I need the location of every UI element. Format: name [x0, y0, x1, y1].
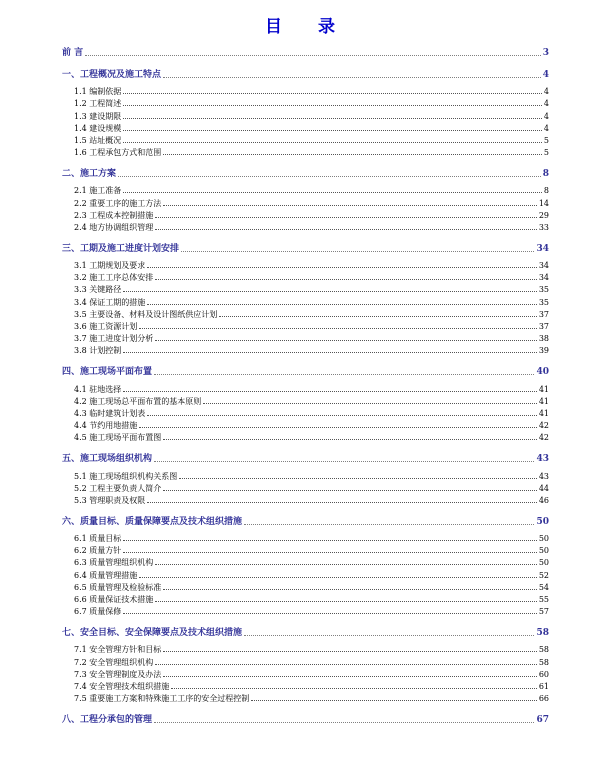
toc-section-entry[interactable]	[62, 270, 549, 282]
toc-chapter-entry[interactable]	[62, 40, 549, 58]
toc-page-number: 41	[538, 384, 549, 394]
toc-leader-dots	[123, 105, 542, 106]
toc-section-entry[interactable]	[62, 133, 549, 145]
title-char-2: 录	[318, 17, 335, 37]
toc-leader-dots	[123, 552, 537, 553]
toc-leader-dots	[123, 352, 537, 353]
toc-page-number: 43	[536, 454, 549, 465]
toc-page-number: 50	[536, 516, 549, 527]
toc-entry-label: 6.5 质量管理及检验标准	[74, 582, 162, 592]
toc-entry-label: 4.2 施工现场总平面布置的基本原则	[74, 396, 202, 406]
toc-section-entry[interactable]	[62, 195, 549, 207]
toc-section-entry[interactable]	[62, 108, 549, 120]
toc-leader-dots	[155, 217, 537, 218]
toc-leader-dots	[123, 118, 542, 119]
toc-leader-dots	[123, 192, 542, 193]
toc-entry-label: 3.2 施工工序总体安排	[74, 273, 154, 283]
toc-page-number: 37	[538, 309, 549, 319]
toc-entry-label: 七、安全目标、安全保障要点及技术组织措施	[62, 628, 243, 639]
toc-section-entry[interactable]	[62, 96, 549, 108]
toc-entry-label: 7.2 安全管理组织机构	[74, 657, 154, 667]
toc-section-entry[interactable]	[62, 654, 549, 666]
toc-page-number: 34	[538, 273, 549, 283]
toc-entry-label: 五、施工现场组织机构	[62, 454, 153, 465]
toc-leader-dots	[163, 490, 537, 491]
toc-page-number: 54	[538, 582, 549, 592]
toc-page-number: 41	[538, 408, 549, 418]
toc-page-number: 4	[543, 87, 549, 97]
toc-section-entry[interactable]	[62, 580, 549, 592]
toc-leader-dots	[163, 676, 537, 677]
toc-page-number: 33	[538, 222, 549, 232]
toc-entry-label: 2.3 工程成本控制措施	[74, 210, 154, 220]
toc-leader-dots	[155, 664, 537, 665]
toc-section-entry[interactable]	[62, 220, 549, 232]
toc-section-entry[interactable]	[62, 667, 549, 679]
toc-section-entry[interactable]	[62, 555, 549, 567]
toc-page-number: 29	[538, 210, 549, 220]
toc-leader-dots	[123, 291, 537, 292]
toc-entry-label: 4.5 施工现场平面布置图	[74, 433, 162, 443]
toc-entry-label: 1.2 工程简述	[74, 99, 122, 109]
toc-section-entry[interactable]	[62, 679, 549, 691]
toc-entry-label: 3.5 主要设备、材料及设计图纸供应计划	[74, 309, 218, 319]
toc-section-entry[interactable]	[62, 319, 549, 331]
toc-page-number: 38	[538, 334, 549, 344]
toc-leader-dots	[155, 279, 537, 280]
toc-page-number: 40	[536, 367, 549, 378]
toc-leader-dots	[163, 77, 541, 78]
toc-section-entry[interactable]	[62, 481, 549, 493]
toc-entry-label: 前 言	[62, 48, 84, 58]
toc-leader-dots	[155, 340, 537, 341]
toc-leader-dots	[123, 613, 537, 614]
toc-entry-label: 八、工程分承包的管理	[62, 715, 153, 726]
toc-page-number: 50	[538, 534, 549, 544]
toc-entry-label: 3.7 施工进度计划分析	[74, 334, 154, 344]
toc-chapter-entry[interactable]	[62, 446, 549, 464]
toc-entry-label: 4.3 临时建筑计划表	[74, 408, 146, 418]
toc-entry-label: 3.6 施工资源计划	[74, 322, 138, 331]
toc-entry-label: 7.3 安全管理制度及办法	[74, 669, 162, 679]
toc-section-entry[interactable]	[62, 691, 549, 703]
toc-section-entry[interactable]	[62, 343, 549, 355]
toc-page-number: 8	[542, 169, 549, 180]
toc-page-number: 58	[536, 628, 549, 639]
toc-entry-label: 三、工期及施工进度计划安排	[62, 243, 180, 254]
toc-leader-dots	[147, 415, 537, 416]
toc-section-entry[interactable]	[62, 493, 549, 505]
toc-page-number: 58	[538, 645, 549, 655]
toc-page-number: 4	[543, 111, 549, 121]
toc-chapter-entry[interactable]	[62, 359, 549, 377]
toc-page-number: 46	[538, 495, 549, 505]
toc-section-entry[interactable]	[62, 258, 549, 270]
toc-page-number: 42	[538, 421, 549, 431]
toc-entry-label: 3.3 关键路径	[74, 285, 122, 295]
toc-page-number: 34	[536, 243, 549, 254]
toc-leader-dots	[123, 391, 537, 392]
toc-page-number: 52	[538, 570, 549, 580]
toc-section-entry[interactable]	[62, 543, 549, 555]
toc-entry-label: 5.1 施工现场组织机构关系图	[74, 471, 178, 481]
toc-section-entry[interactable]	[62, 531, 549, 543]
toc-entry-label: 1.3 建设期限	[74, 111, 122, 121]
toc-leader-dots	[123, 130, 542, 131]
toc-leader-dots	[155, 564, 537, 565]
toc-section-entry[interactable]	[62, 282, 549, 294]
toc-page-number: 4	[543, 99, 549, 109]
toc-section-entry[interactable]	[62, 84, 549, 96]
toc-leader-dots	[123, 540, 537, 541]
toc-chapter-entry[interactable]	[62, 62, 549, 80]
toc-section-entry[interactable]	[62, 183, 549, 195]
toc-section-entry[interactable]	[62, 592, 549, 604]
toc-entry-label: 7.1 安全管理方针和目标	[74, 645, 162, 655]
toc-leader-dots	[123, 142, 542, 143]
toc-leader-dots	[179, 478, 537, 479]
toc-leader-dots	[147, 502, 537, 503]
toc-chapter-entry[interactable]	[62, 161, 549, 179]
toc-entry-label: 1.6 工程承包方式和范围	[74, 148, 162, 158]
toc-entry-label: 5.2 工程主要负责人简介	[74, 483, 162, 493]
toc-entry-label: 二、施工方案	[62, 169, 117, 180]
page-title	[0, 12, 600, 37]
toc-chapter-entry[interactable]	[62, 236, 549, 254]
toc-section-entry[interactable]	[62, 121, 549, 133]
toc-entry-label: 四、施工现场平面布置	[62, 367, 153, 378]
toc-leader-dots	[163, 589, 537, 590]
toc-leader-dots	[244, 635, 534, 636]
toc-entry-label: 6.7 质量保修	[74, 607, 122, 617]
toc-entry-label: 5.3 管理职责及权限	[74, 495, 146, 505]
table-of-contents	[62, 40, 549, 729]
toc-leader-dots	[171, 688, 537, 689]
toc-page-number: 44	[538, 483, 549, 493]
toc-page-number: 39	[538, 346, 549, 356]
toc-page-number: 3	[542, 48, 549, 58]
toc-leader-dots	[163, 439, 537, 440]
toc-page-number: 14	[538, 198, 549, 208]
toc-chapter-entry[interactable]	[62, 509, 549, 527]
toc-entry-label: 6.2 质量方针	[74, 546, 122, 556]
toc-entry-label: 6.4 质量管理措施	[74, 570, 138, 580]
toc-leader-dots	[163, 651, 537, 652]
toc-entry-label: 6.3 质量管理组织机构	[74, 558, 154, 568]
toc-page-number: 55	[538, 595, 549, 604]
toc-entry-label: 4.1 驻地选择	[74, 384, 122, 394]
toc-section-entry[interactable]	[62, 430, 549, 442]
toc-leader-dots	[139, 328, 537, 329]
toc-page-number: 67	[536, 715, 549, 726]
toc-leader-dots	[155, 601, 537, 602]
toc-leader-dots	[139, 427, 537, 428]
toc-page-number: 58	[538, 657, 549, 667]
toc-leader-dots	[219, 316, 537, 317]
toc-entry-label: 3.4 保证工期的措施	[74, 297, 146, 307]
title-char-1: 目	[265, 17, 282, 37]
toc-entry-label: 4.4 节约用地措施	[74, 421, 138, 431]
toc-entry-label: 六、质量目标、质量保障要点及技术组织措施	[62, 516, 243, 527]
toc-page-number: 4	[543, 123, 549, 133]
toc-page-number: 60	[538, 669, 549, 679]
toc-page-number: 41	[538, 396, 549, 406]
toc-entry-label: 一、工程概况及施工特点	[62, 70, 162, 80]
toc-page-number: 8	[543, 186, 549, 196]
toc-entry-label: 2.4 地方协调组织管理	[74, 222, 154, 232]
toc-leader-dots	[203, 403, 537, 404]
toc-page-number: 5	[543, 135, 549, 145]
toc-page-number: 4	[542, 70, 549, 80]
toc-page-number: 50	[538, 546, 549, 556]
toc-section-entry[interactable]	[62, 604, 549, 616]
toc-page-number: 66	[538, 694, 549, 704]
toc-leader-dots	[163, 154, 542, 155]
toc-entry-label: 1.5 站址概况	[74, 135, 122, 145]
toc-page-number: 57	[538, 607, 549, 617]
toc-section-entry[interactable]	[62, 208, 549, 220]
toc-leader-dots	[154, 461, 534, 462]
toc-leader-dots	[85, 55, 541, 56]
toc-section-entry[interactable]	[62, 331, 549, 343]
toc-leader-dots	[155, 229, 537, 230]
toc-entry-label: 7.4 安全管理技术组织措施	[74, 681, 170, 691]
toc-section-entry[interactable]	[62, 145, 549, 157]
toc-section-entry[interactable]	[62, 418, 549, 430]
toc-entry-label: 2.1 施工准备	[74, 186, 122, 196]
toc-entry-label: 1.1 编制依据	[74, 87, 122, 97]
toc-leader-dots	[181, 251, 534, 252]
toc-section-entry[interactable]	[62, 294, 549, 306]
toc-page-number: 5	[543, 148, 549, 158]
toc-entry-label: 6.1 质量目标	[74, 534, 122, 544]
toc-section-entry[interactable]	[62, 567, 549, 579]
toc-leader-dots	[123, 93, 542, 94]
toc-page-number: 37	[538, 322, 549, 331]
toc-page-number: 42	[538, 433, 549, 443]
toc-section-entry[interactable]	[62, 468, 549, 480]
toc-section-entry[interactable]	[62, 642, 549, 654]
toc-section-entry[interactable]	[62, 381, 549, 393]
toc-chapter-entry[interactable]	[62, 707, 549, 725]
toc-entry-label: 6.6 质量保证技术措施	[74, 595, 154, 604]
toc-leader-dots	[251, 700, 537, 701]
toc-leader-dots	[139, 577, 537, 578]
toc-page-number: 43	[538, 471, 549, 481]
toc-chapter-entry[interactable]	[62, 620, 549, 638]
toc-page-number: 35	[538, 297, 549, 307]
toc-leader-dots	[118, 176, 541, 177]
toc-page-number: 34	[538, 261, 549, 271]
toc-page-number: 61	[538, 681, 549, 691]
toc-entry-label: 3.8 计划控制	[74, 346, 122, 356]
toc-section-entry[interactable]	[62, 394, 549, 406]
toc-leader-dots	[147, 267, 537, 268]
toc-page-number: 35	[538, 285, 549, 295]
toc-section-entry[interactable]	[62, 307, 549, 319]
toc-entry-label: 7.5 重要施工方案和特殊施工工序的安全过程控制	[74, 694, 250, 704]
toc-entry-label: 1.4 建设规模	[74, 123, 122, 133]
toc-page-number: 50	[538, 558, 549, 568]
toc-leader-dots	[147, 304, 537, 305]
toc-leader-dots	[154, 374, 534, 375]
toc-entry-label: 2.2 重要工序的施工方法	[74, 198, 162, 208]
toc-section-entry[interactable]	[62, 406, 549, 418]
toc-entry-label: 3.1 工期规划及要求	[74, 261, 146, 271]
toc-leader-dots	[244, 524, 534, 525]
toc-leader-dots	[154, 722, 534, 723]
toc-leader-dots	[163, 205, 537, 206]
